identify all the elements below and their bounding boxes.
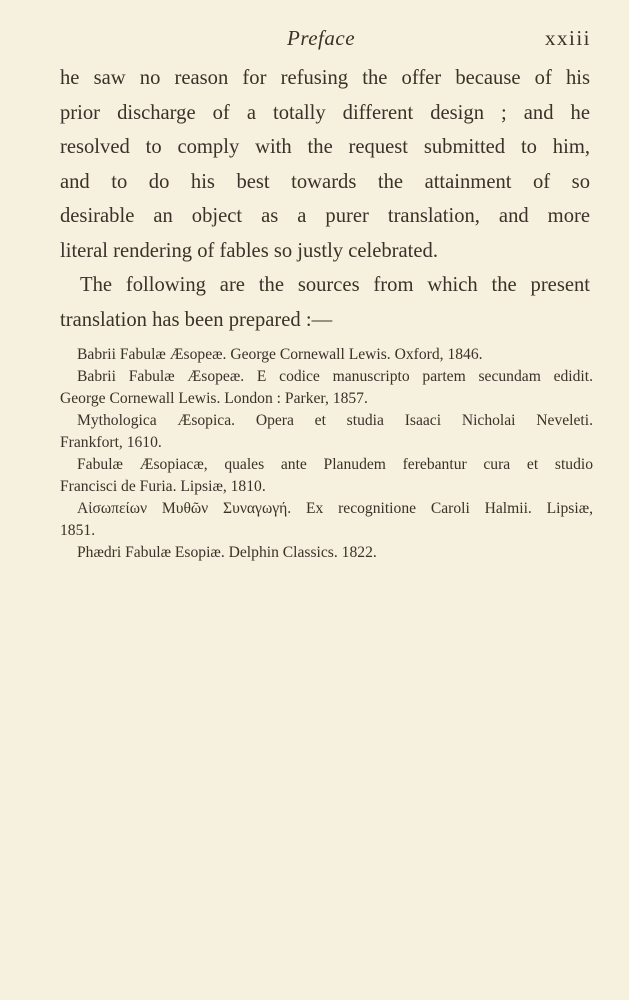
source-line: George Cornewall Lewis. London : Parker, 1857.	[60, 390, 368, 407]
body-text	[60, 61, 590, 337]
text-line: desirable an object as a purer translation, and more	[60, 205, 590, 227]
text-line: prior discharge of a totally different design ; and he	[60, 101, 590, 124]
text-line: translation has been prepared :—	[60, 308, 333, 331]
text-line: The following are the sources from which the present	[80, 274, 590, 296]
source-line: Phædri Fabulæ Esopiæ. Delphin Classics. 1822.	[77, 544, 377, 561]
running-head	[0, 26, 629, 54]
text-line: literal rendering of fables so justly celebrated.	[60, 239, 438, 262]
text-line: and to do his best towards the attainment of so	[60, 170, 590, 193]
source-entry	[60, 454, 593, 498]
text-line: resolved to comply with the request submitted to him,	[60, 136, 590, 158]
page-number: xxiii	[544, 26, 591, 50]
source-line: Babrii Fabulæ Æsopeæ. E codice manuscripto partem secundam edidit.	[77, 368, 593, 385]
source-line: Babrii Fabulæ Æsopeæ. George Cornewall Lewis. Oxford, 1846.	[77, 346, 483, 363]
paragraph-sources-intro	[60, 268, 590, 337]
running-head-title: Preface	[287, 26, 356, 50]
source-entry	[60, 344, 593, 366]
source-line: Mythologica Æsopica. Opera et studia Isaaci Nicholai Neveleti.	[77, 412, 593, 429]
source-entry	[60, 366, 593, 410]
source-line: Αἰσωπείων Μυθῶν Συναγωγή. Ex recognitione Caroli Halmii. Lipsiæ,	[77, 500, 593, 517]
source-line: Francisci de Furia. Lipsiæ, 1810.	[60, 478, 266, 495]
source-entry	[60, 410, 593, 454]
source-line: Fabulæ Æsopiacæ, quales ante Planudem ferebantur cura et studio	[77, 456, 593, 473]
source-line: 1851.	[60, 522, 96, 539]
source-entry	[60, 498, 593, 542]
source-entry	[60, 542, 593, 564]
paragraph-continued	[60, 61, 590, 268]
source-line: Frankfort, 1610.	[60, 434, 162, 451]
text-line: he saw no reason for refusing the offer because of his	[60, 67, 590, 89]
sources-list	[60, 344, 593, 564]
